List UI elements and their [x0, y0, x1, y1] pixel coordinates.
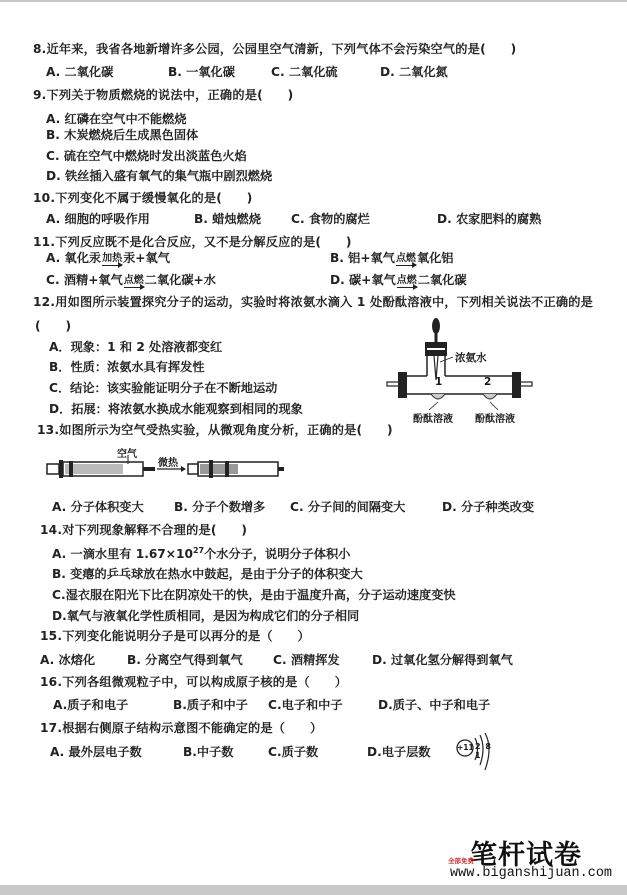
- syringe-heating-figure: [45, 445, 285, 485]
- q11-a-reactant: A. 氧化汞: [46, 251, 102, 265]
- q10-stem: 10.下列变化不属于缓慢氧化的是( ): [33, 191, 253, 205]
- arrow-icon: [124, 287, 144, 288]
- page-top-border: [0, 0, 627, 2]
- q9-option-c: C. 硫在空气中燃烧时发出淡蓝色火焰: [46, 149, 247, 163]
- q9-option-d: D. 铁丝插入盛有氧气的集气瓶中剧烈燃烧: [46, 169, 273, 183]
- q13-option-c: C. 分子间的间隔变大: [290, 500, 406, 514]
- label-gentle-heat: 微热: [158, 458, 178, 469]
- q15-option-c: C. 酒精挥发: [273, 653, 340, 667]
- q10-option-b: B. 蜡烛燃烧: [194, 212, 261, 226]
- q13-option-b: B. 分子个数增多: [174, 500, 266, 514]
- reaction-condition: 点燃: [396, 275, 417, 286]
- q14-stem: 14.对下列现象解释不合理的是( ): [40, 523, 248, 537]
- q14-option-c: C.湿衣服在阳光下比在阴凉处干的快，是由于温度升高，分子运动速度变快: [52, 588, 456, 602]
- q11-c-reactant: C. 酒精+氧气: [46, 273, 123, 287]
- q14-option-a: [52, 543, 350, 562]
- label-air: 空气: [117, 449, 137, 460]
- q14-a-exponent: 27: [192, 546, 205, 555]
- q11-c-product: 二氧化碳+水: [144, 273, 216, 287]
- q11-option-b: [330, 250, 454, 266]
- q16-option-a: A.质子和电子: [53, 698, 129, 712]
- q11-b-reactant: B. 铝+氧气: [330, 251, 395, 265]
- q16-option-b: B.质子和中子: [173, 698, 248, 712]
- reaction-condition: 点燃: [395, 253, 416, 264]
- electron-shells: 2 8 1: [475, 742, 492, 760]
- q8-option-b: B. 一氧化碳: [168, 65, 235, 79]
- label-position-2: 2: [484, 376, 492, 388]
- label-position-1: 1: [435, 376, 443, 388]
- q10-option-d: D. 农家肥料的腐熟: [437, 212, 542, 226]
- watermark-url: www.biganshijuan.com: [450, 866, 613, 881]
- reaction-arrow: [102, 254, 122, 266]
- q9-stem: 9.下列关于物质燃烧的说法中，正确的是( ): [33, 88, 294, 102]
- q11-a-product: 汞+氧气: [123, 251, 170, 265]
- q17-option-b: B.中子数: [183, 745, 234, 759]
- q16-option-d: D.质子、中子和电子: [378, 698, 491, 712]
- q16-option-c: C.电子和中子: [268, 698, 343, 712]
- q10-option-a: A. 细胞的呼吸作用: [46, 212, 150, 226]
- watermark-free-tag: 全部免费: [448, 857, 474, 865]
- q12-option-d: D．拓展：将浓氨水换成水能观察到相同的现象: [49, 402, 303, 416]
- reaction-arrow: [124, 276, 144, 288]
- q13-option-a: A. 分子体积变大: [52, 500, 144, 514]
- arrow-icon: [397, 287, 417, 288]
- q15-stem: 15.下列变化能说明分子是可以再分的是（ ）: [40, 629, 310, 643]
- reaction-arrow: [396, 254, 416, 266]
- q8-stem: 8.近年来，我省各地新增许多公园，公园里空气清新，下列气体不会污染空气的是( ): [33, 42, 517, 56]
- q10-option-c: C. 食物的腐烂: [291, 212, 370, 226]
- q11-b-product: 氧化铝: [416, 251, 454, 265]
- q17-stem: 17.根据右侧原子结构示意图不能确定的是（ ）: [40, 721, 323, 735]
- q15-option-d: D. 过氧化氢分解得到氧气: [372, 653, 513, 667]
- q17-option-d: D.电子层数: [367, 745, 431, 759]
- q11-option-a: [46, 250, 170, 266]
- reaction-arrow: [397, 276, 417, 288]
- q14-a-text-end: 个水分子，说明分子体积小: [204, 547, 351, 562]
- label-phenolphthalein-left: 酚酞溶液: [413, 414, 453, 425]
- q13-option-d: D. 分子种类改变: [442, 500, 535, 514]
- q12-answer-bracket: ( ): [35, 319, 72, 333]
- q8-option-d: D. 二氧化氮: [380, 65, 448, 79]
- arrow-icon: [396, 265, 416, 266]
- q11-option-c: [46, 272, 216, 288]
- q9-option-a: A. 红磷在空气中不能燃烧: [46, 112, 187, 126]
- page-bottom-band: [0, 885, 627, 895]
- label-phenolphthalein-right: 酚酞溶液: [475, 414, 515, 425]
- q16-stem: 16.下列各组微观粒子中，可以构成原子核的是（ ）: [40, 675, 348, 689]
- q12-stem: 12.用如图所示装置探究分子的运动，实验时将浓氨水滴入 1 处酚酞溶液中，下列相关说法不正确的是: [33, 295, 594, 309]
- q9-option-b: B. 木炭燃烧后生成黑色固体: [46, 128, 199, 142]
- reaction-condition: 点燃: [123, 275, 144, 286]
- q12-option-c: C．结论：该实验能证明分子在不断地运动: [49, 381, 278, 395]
- q17-option-c: C.质子数: [268, 745, 319, 759]
- q12-option-a: A．现象：1 和 2 处溶液都变红: [49, 340, 223, 354]
- atom-structure-diagram: [455, 733, 500, 778]
- q14-option-b: B. 变瘪的乒乓球放在热水中鼓起，是由于分子的体积变大: [52, 567, 363, 581]
- q15-option-a: A. 冰熔化: [40, 653, 96, 667]
- ammonia-diffusion-apparatus-figure: [385, 314, 545, 424]
- q11-d-reactant: D. 碳+氧气: [330, 273, 396, 287]
- q14-option-d: D.氧气与液氧化学性质相同，是因为构成它们的分子相同: [52, 609, 360, 623]
- q15-option-b: B. 分离空气得到氧气: [127, 653, 243, 667]
- q13-stem: 13.如图所示为空气受热实验，从微观角度分析，正确的是( ): [37, 423, 393, 437]
- q11-d-product: 二氧化碳: [417, 273, 467, 287]
- q11-option-d: [330, 272, 467, 288]
- q14-a-text: A. 一滴水里有 1.67×10: [52, 547, 193, 562]
- q17-option-a: A. 最外层电子数: [50, 745, 142, 759]
- nucleus-charge: +11: [457, 743, 474, 752]
- t-tube-diagram: [385, 314, 545, 424]
- watermark-title: 笔杆试卷: [470, 840, 582, 871]
- label-concentrated-ammonia: 浓氨水: [455, 352, 487, 364]
- arrow-icon: [102, 265, 122, 266]
- q8-option-c: C. 二氧化硫: [271, 65, 338, 79]
- q11-stem: 11.下列反应既不是化合反应，又不是分解反应的是( ): [33, 235, 352, 249]
- q8-option-a: A. 二氧化碳: [46, 65, 114, 79]
- reaction-condition: 加热: [102, 253, 123, 264]
- q12-option-b: B．性质：浓氨水具有挥发性: [49, 360, 205, 374]
